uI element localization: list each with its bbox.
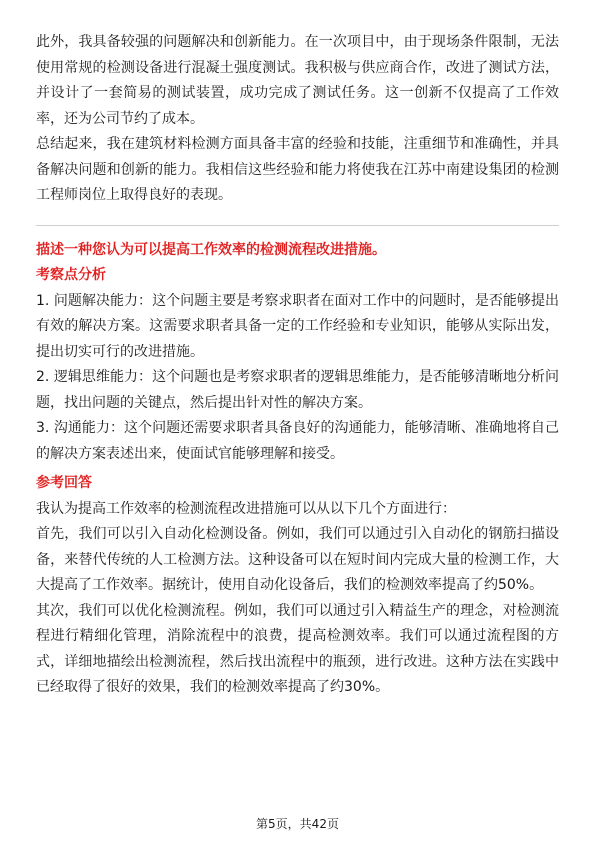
- analysis-item: 3. 沟通能力：这个问题还需要求职者具备良好的沟通能力，能够清晰、准确地将自己的解决方案表述出来，使面试官能够理解和接受。: [36, 420, 559, 462]
- analysis-title: 考察点分析: [36, 267, 106, 283]
- interview-question: 描述一种您认为可以提高工作效率的检测流程改进措施。: [36, 241, 386, 258]
- answer-paragraph: 其次，我们可以优化检测流程。例如，我们可以通过引入精益生产的理念，对检测流程进行精细化管理，消除流程中的浪费，提高检测效率。我们可以通过流程图的方式，详细地描绘出检测流程，然后找出流程中的瓶颈，进行改进。这种方法在实践中已经取得了很好的效果，我们的检测效率提高了约30%。: [36, 602, 559, 695]
- section-divider: [36, 225, 559, 226]
- page-number: 第5页，共42页: [256, 817, 339, 831]
- intro-paragraph: 总结起来，我在建筑材料检测方面具备丰富的经验和技能，注重细节和准确性，并具备解决问题和创新的能力。我相信这些经验和能力将使我在江苏中南建设集团的检测工程师岗位上取得良好的表现。: [36, 136, 559, 203]
- analysis-item: 2. 逻辑思维能力：这个问题也是考察求职者的逻辑思维能力，是否能够清晰地分析问题，找出问题的关键点，然后提出针对性的解决方案。: [36, 369, 559, 411]
- answer-paragraph: 首先，我们可以引入自动化检测设备。例如，我们可以通过引入自动化的钢筋扫描设备，来替代传统的人工检测方法。这种设备可以在短时间内完成大量的检测工作，大大提高了工作效率。据统计，使用自动化设备后，我们的检测效率提高了约50%。: [36, 526, 559, 593]
- document-page: [36, 30, 559, 701]
- analysis-item: 1. 问题解决能力：这个问题主要是考察求职者在面对工作中的问题时，是否能够提出有效的解决方案。这需要求职者具备一定的工作经验和专业知识，能够从实际出发，提出切实可行的改进措施。: [36, 292, 559, 360]
- answer-paragraph: 我认为提高工作效率的检测流程改进措施可以从以下几个方面进行：: [36, 500, 456, 517]
- answer-title: 参考回答: [36, 475, 92, 491]
- intro-paragraph: 此外，我具备较强的问题解决和创新能力。在一次项目中，由于现场条件限制，无法使用常规的检测设备进行混凝土强度测试。我积极与供应商合作，改进了测试方法，并设计了一套简易的测试装置，成功完成了测试任务。这一创新不仅提高了工作效率，还为公司节约了成本。: [36, 34, 559, 127]
